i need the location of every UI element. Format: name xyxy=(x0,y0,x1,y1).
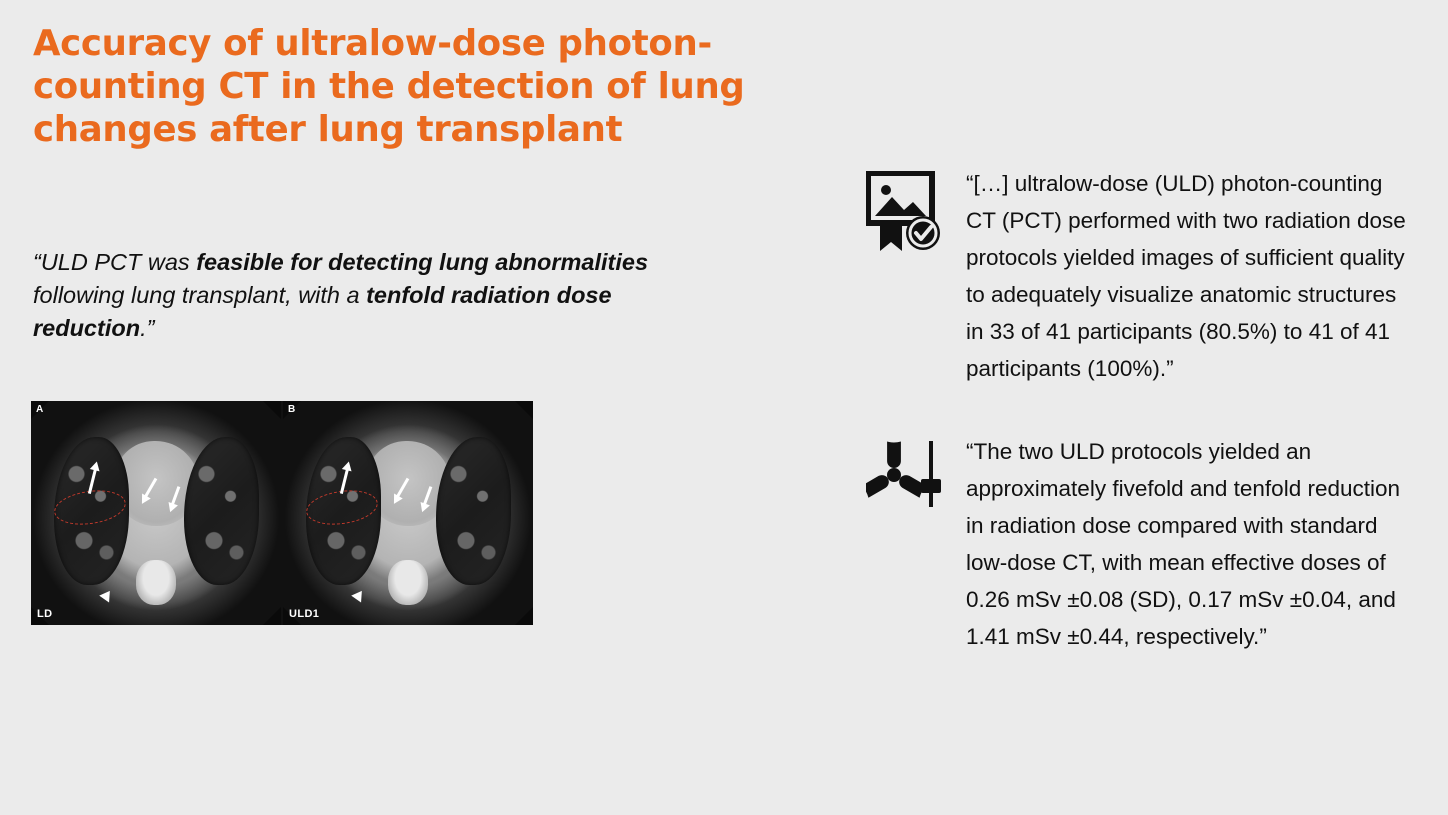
ct-figure xyxy=(31,401,533,625)
spine-shape-b xyxy=(388,560,428,605)
corner-mask-tr-b xyxy=(515,401,533,419)
corner-mask-tr-a xyxy=(263,401,281,419)
image-verified-icon xyxy=(866,165,966,255)
corner-mask-br-b xyxy=(515,607,533,625)
ct-panel-b xyxy=(283,401,533,625)
callout-column xyxy=(866,165,1411,655)
panel-label-a: LD xyxy=(37,608,53,620)
pull-quote-bold2: tenfold radiation dose reduction xyxy=(33,282,612,341)
callout-image-quality xyxy=(866,165,1411,387)
radiation-dose-icon xyxy=(866,433,966,511)
pull-quote-bold1: feasible for detecting lung abnormalities xyxy=(196,249,649,275)
callout-radiation-dose xyxy=(866,433,1411,655)
pull-quote xyxy=(33,246,738,345)
callout-radiation-dose-text: “The two ULD protocols yielded an approximately fivefold and tenfold reduction in radiation dose compared with standard low-dose CT, with mean effective doses of 0.26 mSv ±0.08 (SD), 0.17 mSv ±0.04, and 1.41 mSv ±0.44, respectively.” xyxy=(966,439,1401,649)
pull-quote-part3: .” xyxy=(140,315,155,341)
panel-letter-a: A xyxy=(36,404,44,415)
callout-image-quality-text: “[…] ultralow-dose (ULD) photon-counting CT (PCT) performed with two radiation dose protocols yielded images of sufficient quality to adequately visualize anatomic structures in 33 of 41 participants (80.5%) to 41 of 41 participants (100%).” xyxy=(966,171,1406,381)
pull-quote-part1: “ULD PCT was xyxy=(33,249,197,275)
ct-panel-a xyxy=(31,401,281,625)
pull-quote-part2: following lung transplant, with a xyxy=(33,282,367,308)
panel-letter-b: B xyxy=(288,404,296,415)
spine-shape-a xyxy=(136,560,176,605)
panel-label-b: ULD1 xyxy=(289,608,320,620)
corner-mask-br-a xyxy=(263,607,281,625)
page-title: Accuracy of ultralow-dose photon-counting CT in the detection of lung changes after lung transplant xyxy=(33,23,745,150)
